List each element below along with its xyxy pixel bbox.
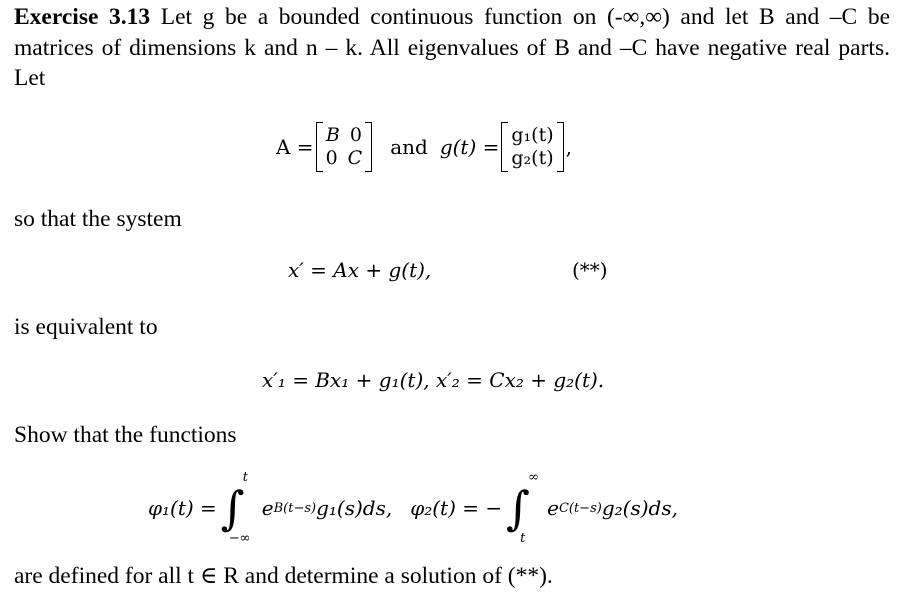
exercise-label: Exercise 3.13	[14, 4, 151, 30]
vector-g-entry: g₁(t)	[511, 124, 554, 146]
eq2-tag: (**)	[572, 258, 608, 282]
eq1-g-lhs: g(t) =	[439, 135, 500, 159]
equation-tag	[572, 258, 608, 282]
int2-exponent: C(t−s)	[558, 500, 602, 516]
text-show-functions: Show that the functions	[14, 422, 237, 448]
equation-integrals	[148, 470, 678, 546]
text-is-equivalent: is equivalent to	[14, 314, 158, 340]
eq1-and: and	[390, 135, 428, 159]
matrix-A-cell: 0	[325, 147, 338, 169]
phi2-lhs: φ₂(t) = −	[410, 496, 503, 520]
int2-lower-limit: t	[520, 531, 526, 546]
matrix-A-cell: C	[347, 147, 363, 169]
integral-sign: ∫ ∞ t	[506, 470, 539, 546]
text-so-that-system: so that the system	[14, 206, 182, 232]
vector-g	[501, 122, 563, 172]
vector-g-entry: g₂(t)	[511, 147, 554, 169]
eq1-trailing: ,	[565, 135, 572, 159]
matrix-A	[316, 122, 373, 172]
int1-upper-limit: t	[242, 470, 249, 485]
int1-lower-limit: −∞	[228, 531, 251, 546]
int1-exp-base: e	[261, 496, 274, 520]
integral-sign: ∫ t −∞	[220, 470, 251, 546]
int1-exponent: B(t−s)	[273, 500, 317, 516]
exercise-statement	[14, 2, 890, 94]
text-final: are defined for all t ∈ R and determine a solution of (**).	[14, 563, 553, 589]
equation-split-system	[262, 368, 604, 392]
eq1-lhs: A =	[276, 135, 314, 159]
int2-exp-base: e	[547, 496, 559, 520]
eq3-expr: x′₁ = Bx₁ + g₁(t), x′₂ = Cx₂ + g₂(t).	[262, 368, 605, 392]
equation-matrix-definition	[276, 122, 572, 172]
phi1-lhs: φ₁(t) =	[148, 496, 217, 520]
eq2-expr: x′ = Ax + g(t),	[288, 258, 432, 282]
matrix-A-cell: 0	[349, 124, 362, 146]
int1-integrand: g₁(s)ds,	[316, 496, 393, 520]
exercise-intro-text: Let g be a bounded continuous function on (-∞,∞) and let B and –C be matrices of dimensions k and n – k. All eigenvalues of B and –C have negative real parts. Let	[14, 4, 890, 91]
equation-system	[288, 258, 431, 282]
matrix-A-cell: B	[325, 124, 340, 146]
int2-upper-limit: ∞	[528, 470, 539, 485]
int2-integrand: g₂(s)ds,	[601, 496, 678, 520]
